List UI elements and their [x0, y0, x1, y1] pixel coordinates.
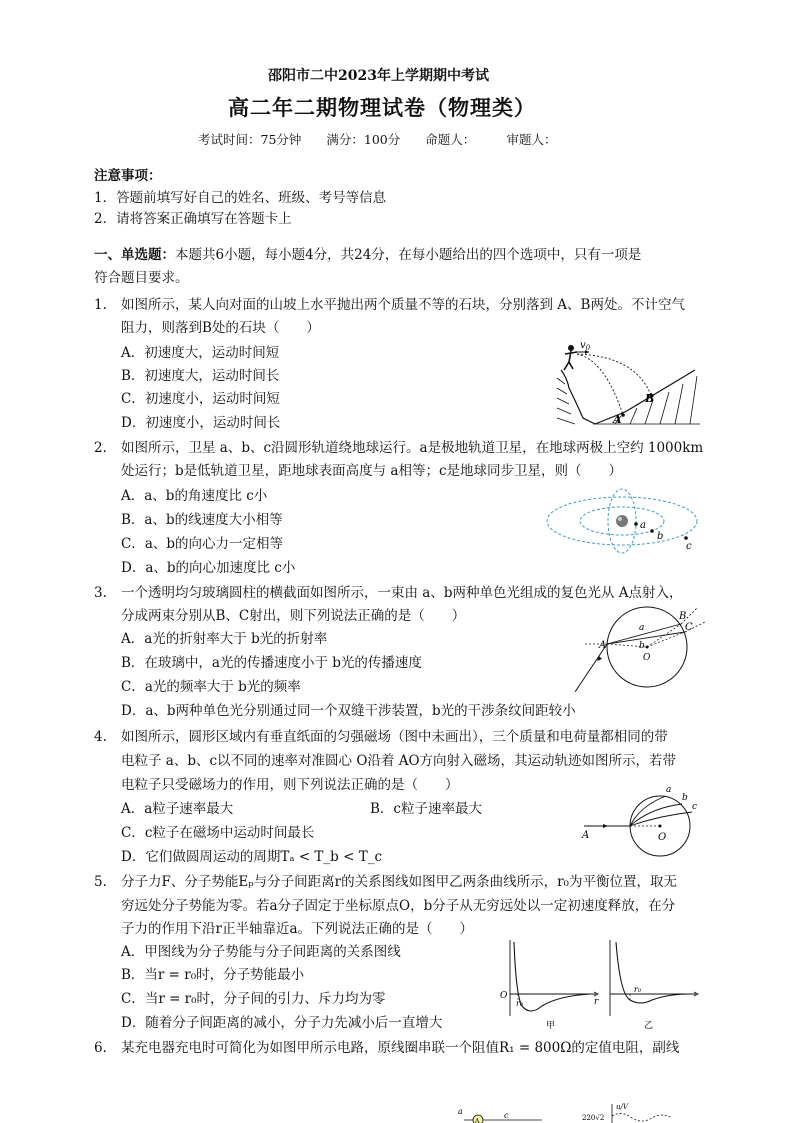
- option-a: A．a、b的角速度比 c小: [121, 488, 268, 504]
- q3-glass-cylinder-figure: [575, 600, 707, 692]
- point-b-label: B: [645, 392, 655, 405]
- q4-magnetic-field-figure: [578, 776, 702, 864]
- point-c-label: C: [685, 622, 693, 633]
- option-c: C．a光的频率大于 b光的频率: [121, 679, 301, 695]
- question-text: 处运行；b是低轨道卫星，距地球表面高度与 a相等；c是地球同步卫星，则（ ）: [121, 463, 623, 479]
- point-b-label: B: [679, 611, 687, 622]
- ray-a-label: a: [639, 623, 645, 633]
- option-a: A．a光的折射率大于 b光的折射率: [121, 631, 328, 647]
- question-text: 如图所示，圆形区域内有垂直纸面的匀强磁场（图中未画出），三个质量和电荷量都相同的带: [121, 729, 668, 745]
- option-a: A．初速度大，运动时间短: [121, 345, 280, 361]
- origin-label: O: [500, 991, 508, 1001]
- terminal-a-label: a: [458, 1107, 463, 1116]
- section-heading-bold: 一、单选题：: [94, 247, 175, 263]
- r0-label: r₀: [516, 999, 524, 1008]
- r0-label: r₀: [634, 985, 642, 994]
- option-b: B．在玻璃中，a光的传播速度小于 b光的传播速度: [121, 655, 422, 671]
- option-b: B．当r = r₀时，分子势能最小: [121, 967, 305, 983]
- question-text: 分成两束分别从B、C射出，则下列说法正确的是（ ）: [121, 608, 466, 624]
- sat-c-label: c: [686, 541, 692, 552]
- track-a-label: a: [666, 785, 672, 795]
- question-number: 4.: [94, 729, 107, 745]
- question-number: 1.: [94, 297, 107, 313]
- graph-jia-label: 甲: [546, 1021, 556, 1030]
- q2-orbits-figure: [544, 486, 704, 556]
- question-text: 如图所示，卫星 a、b、c沿圆形轨道绕地球运行。a是极地轨道卫星，在地球两极上空约 1000km: [121, 440, 704, 456]
- q5-molecular-graphs-figure: [498, 936, 702, 1030]
- paper-title: 高二年二期物理试卷（物理类）: [228, 95, 536, 120]
- section-heading: [94, 245, 641, 265]
- question-number: 3.: [94, 585, 107, 601]
- option-a: A．a粒子速率最大: [121, 801, 234, 817]
- earth-icon: [616, 515, 628, 527]
- option-c: C．a、b的向心力一定相等: [121, 536, 284, 552]
- school-exam-title: 邵阳市二中2023年上学期期中考试: [268, 68, 489, 84]
- question-text: 穷远处分子势能为零。若a分子固定于坐标原点O，b分子从无穷远处以一定初速度释放，在分: [121, 898, 676, 914]
- center-o-label: O: [643, 653, 651, 663]
- question-number: 6.: [94, 1040, 107, 1056]
- section-heading-text: 本题共6小题，每小题4分，共24分，在每小题给出的四个选项中，只有一项是: [175, 247, 642, 263]
- option-a: A．甲图线为分子势能与分子间距离的关系图线: [121, 944, 401, 960]
- option-d: D．随着分子间距离的减小，分子力先减小后一直增大: [121, 1015, 443, 1031]
- option-b: B．c粒子速率最大: [370, 801, 482, 817]
- point-a-label: A: [599, 640, 607, 651]
- option-d: D．a、b的向心加速度比 c小: [121, 560, 296, 576]
- question-number: 5.: [94, 874, 107, 890]
- r-axis-label: r: [594, 997, 599, 1007]
- track-c-label: c: [692, 802, 698, 812]
- question-text: 一个透明均匀玻璃圆柱的横截面如图所示，一束由 a、b两种单色光组成的复色光从 A点射入，: [121, 585, 683, 601]
- note-item: 1．答题前填写好自己的姓名、班级、考号等信息: [94, 190, 387, 206]
- sat-a-label: a: [640, 520, 646, 531]
- option-d: D．它们做圆周运动的周期Tₐ < T_b < T_c: [121, 849, 383, 865]
- question-text: 子力的作用下沿r正半轴靠近a。下列说法正确的是（ ）: [121, 921, 474, 937]
- question-text: 电粒子只受磁场力的作用，则下列说法正确的是（ ）: [121, 777, 459, 793]
- terminal-c-label: c: [504, 1111, 509, 1120]
- question-number: 2.: [94, 440, 107, 456]
- option-b: B．初速度大，运动时间长: [121, 368, 280, 384]
- sat-b-label: b: [657, 531, 664, 542]
- q1-projectile-figure: [555, 338, 705, 430]
- option-b: B．a、b的线速度大小相等: [121, 512, 283, 528]
- note-item: 2．请将答案正确填写在答题卡上: [94, 211, 292, 227]
- center-o-label: O: [658, 832, 667, 843]
- voltage-tick-label: 220√2: [582, 1114, 605, 1122]
- question-text: 某充电器充电时可简化为如图甲所示电路，原线圈串联一个阻值R₁ = 800Ω的定值电阻，副线: [121, 1040, 680, 1056]
- track-b-label: b: [682, 793, 688, 803]
- u-axis-label: u/V: [616, 1103, 628, 1111]
- option-c: C．初速度小，运动时间短: [121, 391, 280, 407]
- question-text: 分子力F、分子势能Eₚ与分子间距离r的关系图线如图甲乙两条曲线所示，r₀为平衡位置，取无: [121, 874, 677, 890]
- notes-heading: 注意事项：: [94, 168, 162, 184]
- exam-meta: 考试时间：75分钟 满分：100分 命题人： 审题人：: [198, 132, 557, 147]
- option-d: D．初速度小，运动时间长: [121, 415, 281, 431]
- option-d: D．a、b两种单色光分别通过同一个双缝干涉装置，b光的干涉条纹间距较小: [121, 703, 576, 719]
- option-c: C．当r = r₀时，分子间的引力、斥力均为零: [121, 991, 386, 1007]
- question-text: 如图所示，某人向对面的山坡上水平抛出两个质量不等的石块，分别落到 A、B两处。不计空气: [121, 297, 685, 313]
- point-a-label: A: [582, 830, 590, 841]
- ammeter-label: A: [475, 1118, 480, 1123]
- q6-circuit-figure-partial: [452, 1100, 692, 1123]
- point-a-label: A: [613, 413, 622, 426]
- graph-yi-label: 乙: [644, 1021, 654, 1030]
- question-text: 阻力，则落到B处的石块（ ）: [121, 320, 320, 336]
- v0-label: $v_0$: [580, 340, 591, 352]
- question-text: 电粒子 a、b、c以不同的速率对准圆心 O沿着 AO方向射入磁场，其运动轨迹如图所示，若带: [121, 753, 677, 769]
- section-heading-line2: 符合题目要求。: [94, 270, 189, 286]
- ray-b-label: b: [639, 641, 645, 651]
- option-c: C．c粒子在磁场中运动时间最长: [121, 825, 315, 841]
